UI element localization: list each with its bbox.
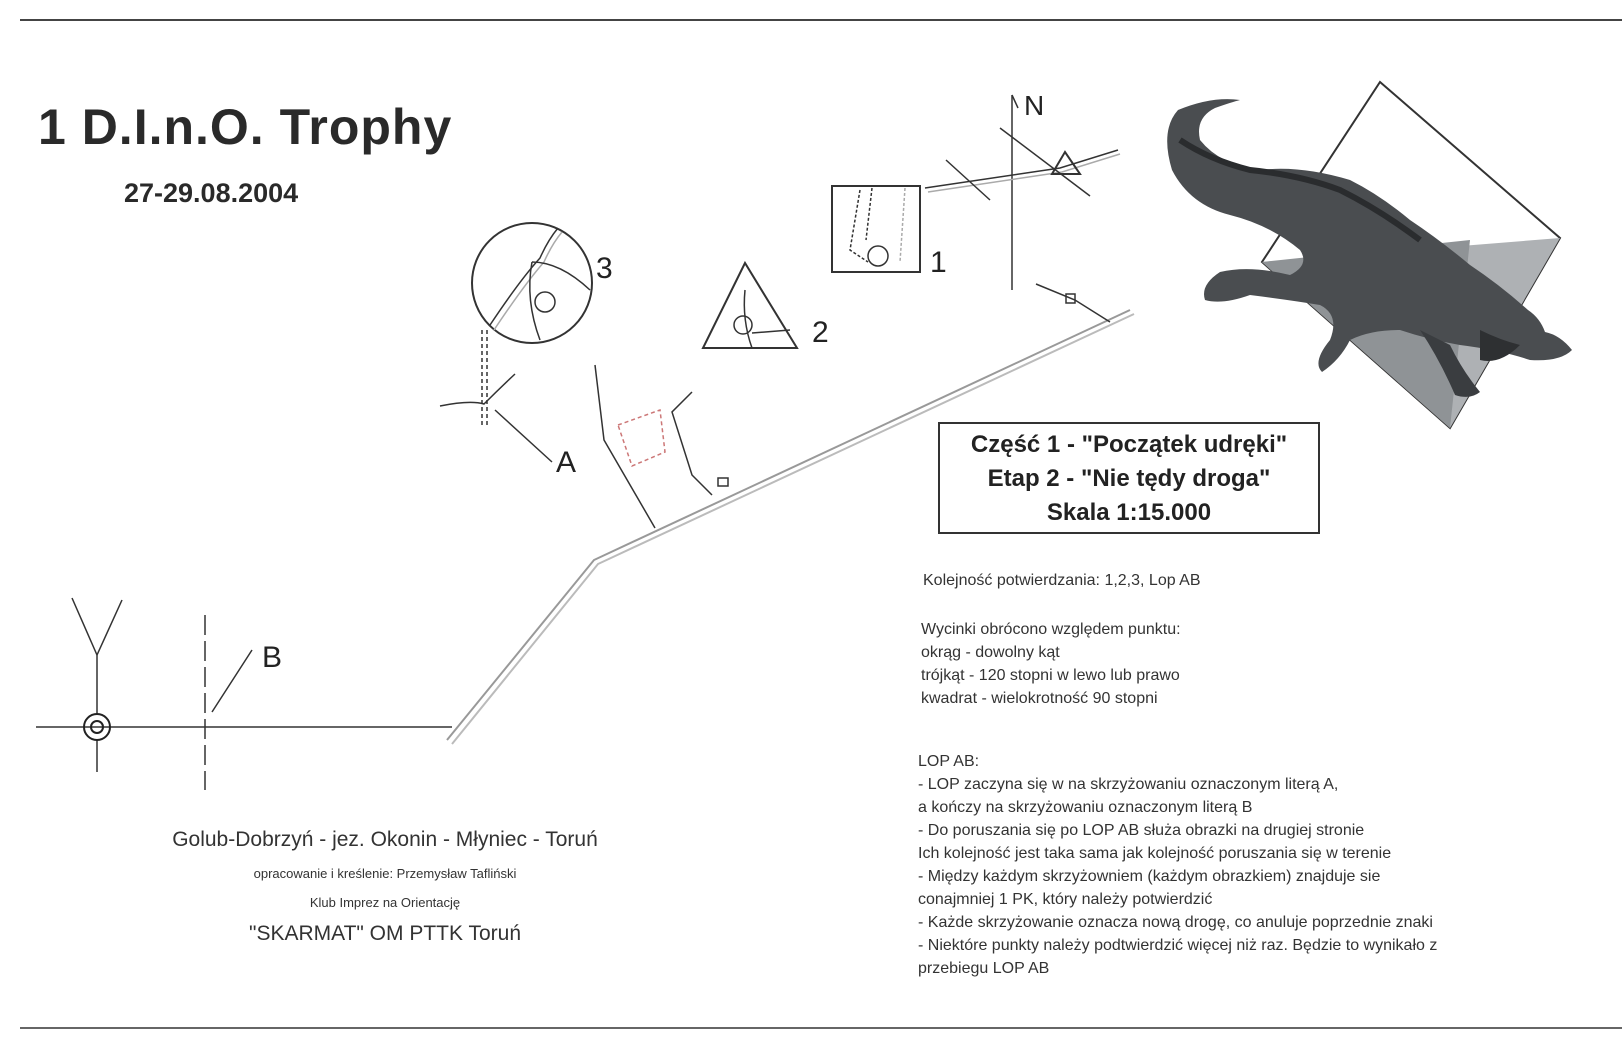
- point-b-label: B: [262, 641, 283, 674]
- organizer-name: "SKARMAT" OM PTTK Toruń: [248, 922, 521, 945]
- north-label: N: [1024, 90, 1045, 121]
- lop-line: - LOP zaczyna się w na skrzyżowaniu oznaczonym literą A,: [918, 776, 1339, 793]
- control-2-triangle-cutout: [703, 263, 797, 348]
- lop-line: - Każde skrzyżowanie oznacza nową drogę, co anuluje poprzednie znaki: [918, 914, 1433, 931]
- rotation-item: trójkąt - 120 stopni w lewo lub prawo: [921, 667, 1180, 684]
- control-1-label: 1: [930, 246, 947, 279]
- lop-rules: [918, 750, 1437, 980]
- lop-line: conajmniej 1 PK, który należy potwierdzić: [918, 891, 1213, 908]
- author-credit: opracowanie i kreślenie: Przemysław Tafliński: [253, 866, 517, 881]
- rotation-item: okrąg - dowolny kąt: [921, 644, 1060, 661]
- footer-credits: [150, 828, 620, 946]
- confirmation-order: Kolejność potwierdzania: 1,2,3, Lop AB: [923, 572, 1201, 589]
- side-lane: [595, 365, 728, 528]
- control-2-label: 2: [812, 316, 829, 349]
- point-a-label: A: [556, 446, 577, 479]
- north-arrow-icon: [1012, 95, 1018, 290]
- map-scale: Skala 1:15.000: [1046, 499, 1212, 526]
- stage-part-title: Część 1 - "Początek udręki": [970, 431, 1288, 458]
- rotation-rules: [921, 618, 1181, 710]
- control-3-label: 3: [596, 252, 613, 285]
- lop-heading: LOP AB:: [918, 753, 980, 770]
- lop-line: - Do poruszania się po LOP AB służa obrazki na drugiej stronie: [918, 822, 1365, 839]
- control-1-square-cutout: [832, 186, 920, 272]
- point-a-crossing: [440, 330, 552, 462]
- control-3-circle-cutout: [472, 223, 592, 343]
- lop-line: a kończy na skrzyżowaniu oznaczonym literą B: [918, 799, 1253, 816]
- lop-line: przebiegu LOP AB: [918, 960, 1050, 977]
- start-area-roads: [925, 128, 1120, 322]
- lop-line: - Niektóre punkty należy podtwierdzić więcej niż raz. Będzie to wynikało z: [918, 937, 1438, 954]
- page-title: 1 D.I.n.O. Trophy: [38, 99, 453, 155]
- event-date: 27-29.08.2004: [124, 178, 299, 208]
- route-text: Golub-Dobrzyń - jez. Okonin - Młyniec - Toruń: [172, 828, 598, 851]
- rotation-heading: Wycinki obrócono względem punktu:: [921, 621, 1181, 638]
- stage-leg-title: Etap 2 - "Nie tędy droga": [987, 465, 1271, 492]
- dinosaur-logo: [1167, 82, 1572, 428]
- lop-line: - Między każdym skrzyżowniem (każdym obrazkiem) znajduje sie: [918, 868, 1381, 885]
- rotation-item: kwadrat - wielokrotność 90 stopni: [921, 690, 1158, 707]
- lop-line: Ich kolejność jest taka sama jak kolejność poruszania się w terenie: [918, 845, 1392, 862]
- club-name: Klub Imprez na Orientację: [309, 895, 461, 910]
- stage-info-box: [938, 422, 1320, 534]
- bottom-road: [36, 598, 452, 790]
